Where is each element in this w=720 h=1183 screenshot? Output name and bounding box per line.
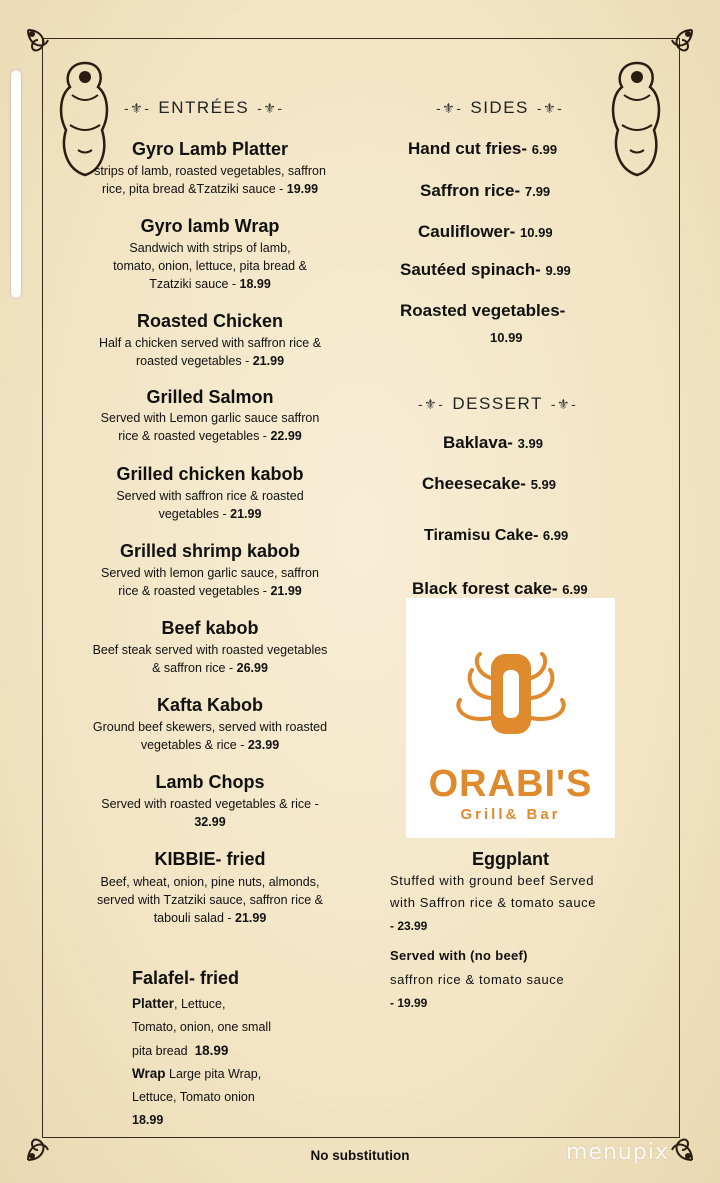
fleur-icon: -⚜-	[124, 99, 151, 116]
falafel-wrap-line: Wrap Large pita Wrap,	[132, 1066, 262, 1081]
entree-title: Roasted Chicken	[136, 311, 284, 331]
entree-title: KIBBIE- fried	[154, 849, 266, 869]
footer-note: No substitution	[310, 1148, 410, 1163]
entree-title: Beef kabob	[161, 618, 259, 638]
entree-description: Served with Lemon garlic sauce saffron rice & roasted vegetables - 22.99	[100, 411, 320, 443]
falafel-platter-line: pita bread 18.99	[132, 1043, 229, 1058]
entree-description: strips of lamb, roasted vegetables, saffron rice, pita bread &Tzatziki sauce - 19.99	[94, 164, 326, 196]
entree-title: Gyro lamb Wrap	[140, 216, 280, 236]
restaurant-logo	[406, 598, 615, 838]
logo-emblem-icon	[446, 648, 576, 743]
scrollbar-thumb[interactable]	[11, 70, 21, 298]
eggplant-title: Eggplant	[472, 849, 549, 869]
dessert-item: Black forest cake- 6.99	[412, 579, 588, 598]
falafel-platter-line: Platter, Lettuce,	[132, 996, 226, 1011]
falafel-wrap-price: 18.99	[132, 1113, 164, 1127]
entree-description: Sandwich with strips of lamb, tomato, onion, lettuce, pita bread & Tzatziki sauce - 18.99	[113, 241, 307, 289]
side-item: Hand cut fries- 6.99	[408, 139, 558, 158]
entree-title: Gyro Lamb Platter	[131, 139, 289, 159]
logo-tagline: Grill& Bar	[460, 806, 561, 823]
entree-title: Grilled Salmon	[146, 387, 274, 407]
decorative-figure-icon	[602, 55, 672, 180]
dessert-item: Tiramisu Cake- 6.99	[424, 527, 569, 544]
entree-description: Served with saffron rice & roasted vegetables - 21.99	[116, 489, 304, 521]
fleur-icon: -⚜-	[257, 99, 284, 116]
eggplant-description: Stuffed with ground beef Served	[390, 873, 595, 888]
eggplant-description: saffron rice & tomato sauce	[390, 972, 565, 987]
entree-title: Lamb Chops	[155, 772, 265, 792]
watermark: menupix	[566, 1140, 669, 1165]
eggplant-nobeef-label: Served with (no beef)	[390, 948, 528, 963]
sides-heading-label: SIDES	[470, 98, 529, 117]
dessert-heading-label: DESSERT	[452, 394, 543, 413]
side-item: Sautéed spinach- 9.99	[400, 260, 571, 279]
entree-title: Grilled chicken kabob	[116, 464, 304, 484]
entrees-heading	[124, 98, 284, 118]
dessert-item: Baklava- 3.99	[443, 433, 543, 452]
entrees-heading-label: ENTRÉES	[158, 98, 250, 117]
entree-title: Kafta Kabob	[156, 695, 263, 715]
side-item: Roasted vegetables-	[400, 301, 566, 320]
fleur-icon: -⚜-	[436, 99, 463, 116]
eggplant-price: - 23.99	[390, 919, 428, 933]
entree-description: Beef steak served with roasted vegetables & saffron rice - 26.99	[92, 643, 328, 675]
eggplant-description: with Saffron rice & tomato sauce	[390, 895, 597, 910]
falafel-wrap-line: Lettuce, Tomato onion	[132, 1090, 255, 1104]
sides-heading	[436, 98, 563, 118]
eggplant-price: - 19.99	[390, 996, 428, 1010]
entree-description: Half a chicken served with saffron rice & roasted vegetables - 21.99	[98, 336, 322, 368]
entree-description: Served with lemon garlic sauce, saffron rice & roasted vegetables - 21.99	[101, 566, 319, 598]
logo-name: ORABI'S	[428, 763, 593, 805]
side-item-price: 10.99	[490, 330, 523, 345]
entree-description: Beef, wheat, onion, pine nuts, almonds, served with Tzatziki sauce, saffron rice & tabouli salad - 21.99	[96, 875, 324, 925]
side-item: Saffron rice- 7.99	[420, 181, 551, 200]
entree-description: Served with roasted vegetables & rice - 32.99	[101, 797, 319, 829]
entree-description: Ground beef skewers, served with roasted vegetables & rice - 23.99	[92, 720, 328, 752]
falafel-platter-line: Tomato, onion, one small	[132, 1020, 271, 1034]
dessert-item: Cheesecake- 5.99	[422, 474, 556, 493]
fleur-icon: -⚜-	[418, 395, 445, 412]
fleur-icon: -⚜-	[550, 395, 578, 412]
dessert-heading	[418, 394, 577, 414]
side-item: Cauliflower- 10.99	[418, 222, 553, 241]
entree-title: Grilled shrimp kabob	[119, 541, 301, 561]
fleur-icon: -⚜-	[536, 99, 564, 116]
falafel-title: Falafel- fried	[132, 968, 240, 988]
